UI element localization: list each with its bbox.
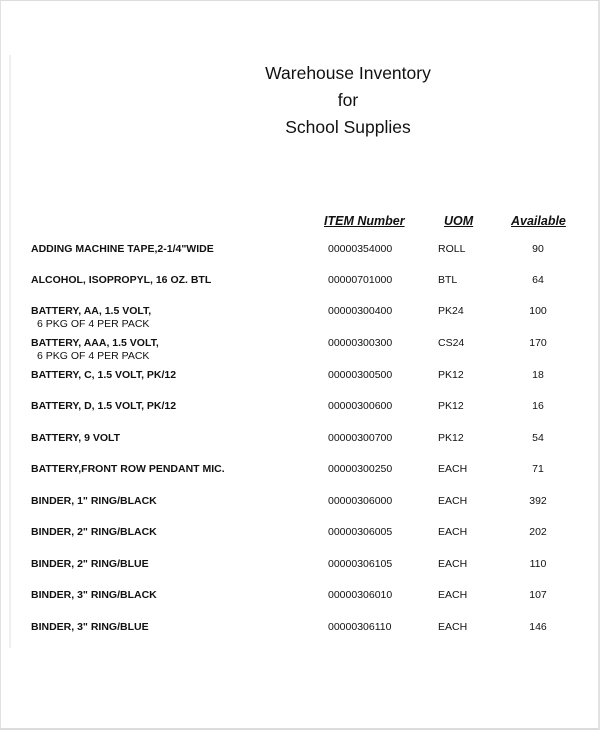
item-description: BATTERY, 9 VOLT — [31, 432, 121, 444]
item-number: 00000354000 — [328, 243, 393, 255]
item-description: ALCOHOL, ISOPROPYL, 16 OZ. BTL — [31, 274, 212, 286]
title-line-2: for — [337, 90, 359, 110]
item-number: 00000300700 — [328, 432, 393, 444]
title-line-1: Warehouse Inventory — [265, 63, 431, 83]
item-available: 64 — [532, 274, 544, 286]
item-uom: PK12 — [438, 369, 464, 381]
item-uom: EACH — [438, 526, 468, 538]
item-available: 100 — [529, 305, 547, 317]
item-available: 107 — [529, 589, 547, 601]
item-description: BATTERY, C, 1.5 VOLT, PK/12 — [31, 369, 177, 381]
margin-rule — [9, 55, 11, 648]
item-number: 00000300500 — [328, 369, 393, 381]
item-description: BATTERY, AA, 1.5 VOLT, 6 PKG OF 4 PER PACK — [31, 305, 152, 330]
item-available: 392 — [529, 495, 547, 507]
item-available: 202 — [529, 526, 547, 538]
item-description: ADDING MACHINE TAPE,2-1/4"WIDE — [31, 243, 214, 255]
item-available: 90 — [532, 243, 544, 255]
item-description: BATTERY, AAA, 1.5 VOLT, 6 PKG OF 4 PER PACK — [31, 337, 159, 362]
item-number: 00000306010 — [328, 589, 393, 601]
item-uom: PK12 — [438, 432, 464, 444]
item-uom: EACH — [438, 589, 468, 601]
item-number: 00000701000 — [328, 274, 393, 286]
item-available: 170 — [529, 337, 547, 349]
item-description: BINDER, 2" RING/BLUE — [31, 558, 149, 570]
item-uom: PK12 — [438, 400, 464, 412]
item-available: 110 — [529, 558, 547, 570]
column-header-uom: UOM — [444, 214, 474, 228]
item-number: 00000306005 — [328, 526, 393, 538]
item-uom: BTL — [438, 274, 458, 286]
item-available: 18 — [532, 369, 544, 381]
title-line-3: School Supplies — [285, 117, 411, 137]
item-uom: EACH — [438, 495, 468, 507]
item-uom: EACH — [438, 463, 468, 475]
item-description-detail: 6 PKG OF 4 PER PACK — [37, 318, 150, 330]
item-description: BATTERY, D, 1.5 VOLT, PK/12 — [31, 400, 177, 412]
column-header-available: Available — [511, 214, 566, 228]
item-description: BATTERY,FRONT ROW PENDANT MIC. — [31, 463, 225, 475]
document-title — [198, 60, 498, 141]
item-number: 00000306105 — [328, 558, 393, 570]
item-available: 54 — [532, 432, 544, 444]
item-number: 00000306000 — [328, 495, 393, 507]
item-description: BINDER, 3" RING/BLACK — [31, 589, 157, 601]
column-header-item-number: ITEM Number — [324, 214, 405, 228]
item-description-detail: 6 PKG OF 4 PER PACK — [37, 350, 150, 362]
item-number: 00000300300 — [328, 337, 393, 349]
item-available: 146 — [529, 621, 547, 633]
item-description: BINDER, 3" RING/BLUE — [31, 621, 149, 633]
item-description: BINDER, 1" RING/BLACK — [31, 495, 157, 507]
item-number: 00000300600 — [328, 400, 393, 412]
item-available: 71 — [532, 463, 544, 475]
item-available: 16 — [532, 400, 544, 412]
item-number: 00000306110 — [328, 621, 392, 633]
item-number: 00000300400 — [328, 305, 393, 317]
item-uom: EACH — [438, 621, 468, 633]
item-number: 00000300250 — [328, 463, 393, 475]
item-uom: EACH — [438, 558, 468, 570]
item-uom: ROLL — [438, 243, 466, 255]
item-uom: PK24 — [438, 305, 464, 317]
item-description: BINDER, 2" RING/BLACK — [31, 526, 157, 538]
item-uom: CS24 — [438, 337, 465, 349]
